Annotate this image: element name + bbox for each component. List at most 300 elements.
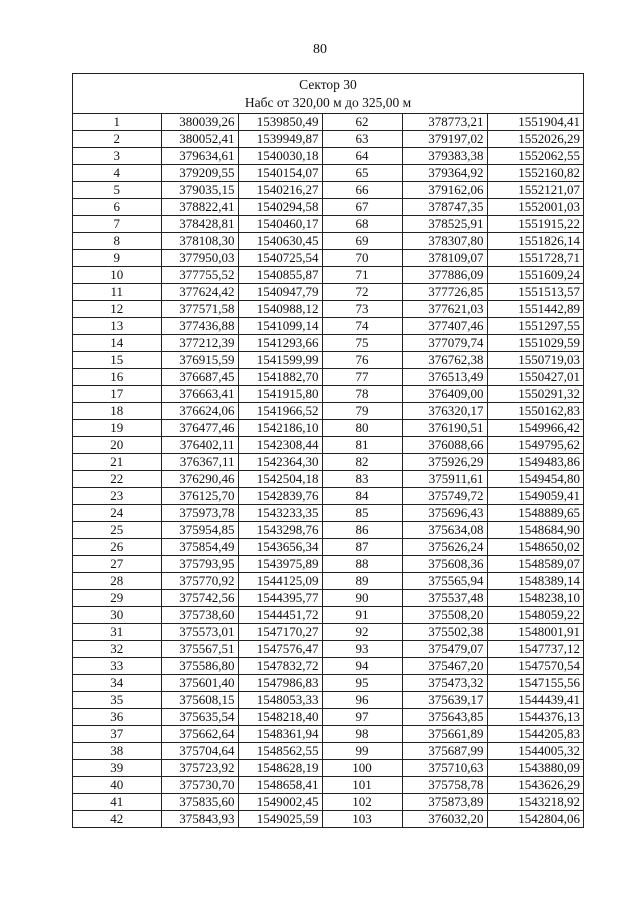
cell-x-right: 375467,20 [402, 658, 487, 675]
table-row [73, 301, 583, 318]
cell-point-number-right: 75 [322, 335, 402, 352]
table-row [73, 505, 583, 522]
table-row [73, 284, 583, 301]
cell-point-number-right: 84 [322, 488, 402, 505]
cell-x-left: 375973,78 [161, 505, 238, 522]
cell-x-right: 375473,32 [402, 675, 487, 692]
cell-x-left: 375704,64 [161, 743, 238, 760]
cell-x-left: 376125,70 [161, 488, 238, 505]
table-row [73, 233, 583, 250]
cell-x-right: 377886,09 [402, 267, 487, 284]
cell-point-number-left: 15 [73, 352, 161, 369]
cell-point-number-left: 36 [73, 709, 161, 726]
table-row [73, 420, 583, 437]
cell-point-number-right: 72 [322, 284, 402, 301]
cell-x-right: 378747,35 [402, 199, 487, 216]
cell-y-left: 1548053,33 [238, 692, 322, 709]
cell-y-left: 1548628,19 [238, 760, 322, 777]
cell-x-left: 378428,81 [161, 216, 238, 233]
cell-y-left: 1540294,58 [238, 199, 322, 216]
cell-x-right: 375911,61 [402, 471, 487, 488]
cell-y-right: 1550162,83 [487, 403, 583, 420]
cell-y-right: 1548238,10 [487, 590, 583, 607]
cell-point-number-left: 34 [73, 675, 161, 692]
cell-y-right: 1549795,62 [487, 437, 583, 454]
cell-y-right: 1548001,91 [487, 624, 583, 641]
cell-point-number-left: 9 [73, 250, 161, 267]
cell-y-right: 1552026,29 [487, 131, 583, 148]
cell-point-number-right: 92 [322, 624, 402, 641]
cell-y-left: 1543975,89 [238, 556, 322, 573]
cell-y-right: 1543626,29 [487, 777, 583, 794]
cell-x-left: 375723,92 [161, 760, 238, 777]
cell-y-left: 1549025,59 [238, 811, 322, 828]
cell-point-number-left: 29 [73, 590, 161, 607]
table-row [73, 386, 583, 403]
cell-x-left: 375843,93 [161, 811, 238, 828]
cell-x-left: 375770,92 [161, 573, 238, 590]
table-row [73, 182, 583, 199]
cell-y-right: 1548889,65 [487, 505, 583, 522]
table-row [73, 539, 583, 556]
cell-x-left: 376687,45 [161, 369, 238, 386]
cell-point-number-left: 26 [73, 539, 161, 556]
cell-point-number-right: 73 [322, 301, 402, 318]
table-row [73, 811, 583, 828]
cell-point-number-right: 98 [322, 726, 402, 743]
cell-point-number-right: 65 [322, 165, 402, 182]
cell-y-right: 1552062,55 [487, 148, 583, 165]
cell-x-right: 378525,91 [402, 216, 487, 233]
cell-x-left: 376402,11 [161, 437, 238, 454]
cell-y-left: 1544125,09 [238, 573, 322, 590]
cell-x-left: 378822,41 [161, 199, 238, 216]
cell-point-number-right: 67 [322, 199, 402, 216]
cell-point-number-left: 39 [73, 760, 161, 777]
cell-x-left: 377624,42 [161, 284, 238, 301]
cell-x-left: 376367,11 [161, 454, 238, 471]
cell-y-right: 1551915,22 [487, 216, 583, 233]
cell-y-left: 1547986,83 [238, 675, 322, 692]
table-row [73, 675, 583, 692]
cell-x-left: 376663,41 [161, 386, 238, 403]
cell-y-left: 1541882,70 [238, 369, 322, 386]
table-row [73, 641, 583, 658]
cell-x-right: 376320,17 [402, 403, 487, 420]
cell-y-left: 1549002,45 [238, 794, 322, 811]
cell-y-left: 1548562,55 [238, 743, 322, 760]
cell-x-left: 379634,61 [161, 148, 238, 165]
cell-x-left: 375573,01 [161, 624, 238, 641]
table-row [73, 624, 583, 641]
cell-y-left: 1548361,94 [238, 726, 322, 743]
cell-x-left: 375742,56 [161, 590, 238, 607]
table-row [73, 794, 583, 811]
cell-point-number-left: 18 [73, 403, 161, 420]
cell-y-left: 1542839,76 [238, 488, 322, 505]
cell-x-right: 379197,02 [402, 131, 487, 148]
cell-x-left: 379035,15 [161, 182, 238, 199]
cell-point-number-left: 6 [73, 199, 161, 216]
cell-point-number-left: 23 [73, 488, 161, 505]
cell-y-right: 1547737,12 [487, 641, 583, 658]
cell-x-right: 375661,89 [402, 726, 487, 743]
cell-x-left: 375601,40 [161, 675, 238, 692]
table-row [73, 726, 583, 743]
cell-point-number-right: 78 [322, 386, 402, 403]
table-row [73, 658, 583, 675]
cell-y-left: 1540216,27 [238, 182, 322, 199]
cell-x-right: 375508,20 [402, 607, 487, 624]
cell-point-number-left: 20 [73, 437, 161, 454]
cell-y-left: 1540030,18 [238, 148, 322, 165]
cell-y-right: 1549966,42 [487, 420, 583, 437]
cell-x-left: 377950,03 [161, 250, 238, 267]
cell-x-left: 376477,46 [161, 420, 238, 437]
cell-y-left: 1543656,34 [238, 539, 322, 556]
cell-x-right: 376088,66 [402, 437, 487, 454]
cell-x-left: 375954,85 [161, 522, 238, 539]
cell-x-left: 377571,58 [161, 301, 238, 318]
cell-y-left: 1544395,77 [238, 590, 322, 607]
cell-y-right: 1552121,07 [487, 182, 583, 199]
cell-x-right: 376762,38 [402, 352, 487, 369]
cell-point-number-right: 95 [322, 675, 402, 692]
cell-x-right: 375634,08 [402, 522, 487, 539]
table-row [73, 369, 583, 386]
cell-point-number-left: 12 [73, 301, 161, 318]
cell-y-left: 1548218,40 [238, 709, 322, 726]
cell-point-number-right: 74 [322, 318, 402, 335]
cell-y-right: 1549483,86 [487, 454, 583, 471]
cell-y-right: 1544005,32 [487, 743, 583, 760]
cell-x-right: 375710,63 [402, 760, 487, 777]
cell-point-number-left: 40 [73, 777, 161, 794]
cell-x-left: 375738,60 [161, 607, 238, 624]
cell-y-left: 1540460,17 [238, 216, 322, 233]
cell-point-number-right: 94 [322, 658, 402, 675]
table-title: Сектор 30 [299, 77, 357, 92]
cell-point-number-right: 89 [322, 573, 402, 590]
cell-x-left: 377755,52 [161, 267, 238, 284]
cell-y-right: 1551826,14 [487, 233, 583, 250]
cell-point-number-right: 63 [322, 131, 402, 148]
cell-x-left: 375635,54 [161, 709, 238, 726]
cell-y-right: 1548589,07 [487, 556, 583, 573]
cell-x-left: 377436,88 [161, 318, 238, 335]
cell-x-left: 380039,26 [161, 114, 238, 131]
cell-y-right: 1551442,89 [487, 301, 583, 318]
table-row [73, 709, 583, 726]
cell-x-left: 377212,39 [161, 335, 238, 352]
cell-y-left: 1540855,87 [238, 267, 322, 284]
cell-x-right: 375479,07 [402, 641, 487, 658]
cell-y-right: 1548389,14 [487, 573, 583, 590]
cell-y-left: 1547170,27 [238, 624, 322, 641]
cell-x-right: 379383,38 [402, 148, 487, 165]
cell-y-right: 1543218,92 [487, 794, 583, 811]
cell-point-number-left: 38 [73, 743, 161, 760]
table-row [73, 573, 583, 590]
cell-x-right: 376190,51 [402, 420, 487, 437]
cell-y-right: 1547570,54 [487, 658, 583, 675]
cell-point-number-left: 7 [73, 216, 161, 233]
table-row [73, 318, 583, 335]
cell-point-number-right: 100 [322, 760, 402, 777]
cell-y-left: 1542186,10 [238, 420, 322, 437]
cell-y-right: 1548684,90 [487, 522, 583, 539]
cell-point-number-right: 71 [322, 267, 402, 284]
cell-y-right: 1547155,56 [487, 675, 583, 692]
cell-y-right: 1550291,32 [487, 386, 583, 403]
cell-x-right: 377726,85 [402, 284, 487, 301]
cell-point-number-left: 32 [73, 641, 161, 658]
cell-x-right: 375643,85 [402, 709, 487, 726]
cell-y-left: 1544451,72 [238, 607, 322, 624]
cell-y-right: 1544376,13 [487, 709, 583, 726]
cell-y-left: 1547832,72 [238, 658, 322, 675]
cell-x-right: 377079,74 [402, 335, 487, 352]
cell-y-left: 1542364,30 [238, 454, 322, 471]
cell-point-number-right: 62 [322, 114, 402, 131]
cell-y-right: 1551513,57 [487, 284, 583, 301]
table-row [73, 148, 583, 165]
cell-point-number-left: 14 [73, 335, 161, 352]
coordinates-table [72, 73, 584, 828]
cell-point-number-left: 13 [73, 318, 161, 335]
cell-y-left: 1548658,41 [238, 777, 322, 794]
cell-x-right: 378773,21 [402, 114, 487, 131]
table-row [73, 743, 583, 760]
cell-point-number-right: 64 [322, 148, 402, 165]
table-header [73, 74, 583, 114]
cell-x-right: 379162,06 [402, 182, 487, 199]
cell-y-left: 1547576,47 [238, 641, 322, 658]
cell-x-right: 375926,29 [402, 454, 487, 471]
cell-point-number-right: 82 [322, 454, 402, 471]
cell-point-number-left: 4 [73, 165, 161, 182]
cell-x-right: 376513,49 [402, 369, 487, 386]
cell-y-right: 1549059,41 [487, 488, 583, 505]
table-row [73, 454, 583, 471]
cell-x-left: 375730,70 [161, 777, 238, 794]
cell-point-number-left: 11 [73, 284, 161, 301]
cell-y-right: 1552160,82 [487, 165, 583, 182]
cell-y-right: 1551609,24 [487, 267, 583, 284]
table-row [73, 471, 583, 488]
cell-point-number-right: 90 [322, 590, 402, 607]
cell-x-right: 375608,36 [402, 556, 487, 573]
cell-point-number-left: 21 [73, 454, 161, 471]
coordinates-grid [73, 114, 583, 827]
cell-x-right: 375565,94 [402, 573, 487, 590]
cell-point-number-left: 8 [73, 233, 161, 250]
cell-y-left: 1541966,52 [238, 403, 322, 420]
cell-x-right: 379364,92 [402, 165, 487, 182]
cell-point-number-left: 3 [73, 148, 161, 165]
cell-point-number-left: 24 [73, 505, 161, 522]
cell-point-number-right: 80 [322, 420, 402, 437]
cell-x-left: 376915,59 [161, 352, 238, 369]
cell-x-right: 375758,78 [402, 777, 487, 794]
cell-y-left: 1540630,45 [238, 233, 322, 250]
table-row [73, 488, 583, 505]
cell-x-left: 378108,30 [161, 233, 238, 250]
cell-x-left: 375854,49 [161, 539, 238, 556]
cell-x-right: 375502,38 [402, 624, 487, 641]
cell-x-right: 376409,00 [402, 386, 487, 403]
table-row [73, 522, 583, 539]
cell-point-number-left: 2 [73, 131, 161, 148]
cell-x-left: 375608,15 [161, 692, 238, 709]
cell-x-right: 378109,07 [402, 250, 487, 267]
cell-x-left: 376624,06 [161, 403, 238, 420]
cell-point-number-right: 87 [322, 539, 402, 556]
page-number: 80 [313, 42, 327, 57]
cell-y-left: 1540988,12 [238, 301, 322, 318]
table-row [73, 199, 583, 216]
cell-x-left: 375835,60 [161, 794, 238, 811]
cell-y-right: 1551728,71 [487, 250, 583, 267]
table-row [73, 267, 583, 284]
cell-point-number-left: 10 [73, 267, 161, 284]
cell-y-right: 1550427,01 [487, 369, 583, 386]
cell-point-number-right: 70 [322, 250, 402, 267]
cell-point-number-right: 79 [322, 403, 402, 420]
cell-y-left: 1543298,76 [238, 522, 322, 539]
cell-point-number-left: 41 [73, 794, 161, 811]
cell-y-left: 1541915,80 [238, 386, 322, 403]
table-row [73, 607, 583, 624]
cell-x-right: 375749,72 [402, 488, 487, 505]
cell-point-number-right: 81 [322, 437, 402, 454]
cell-x-right: 375626,24 [402, 539, 487, 556]
table-row [73, 250, 583, 267]
cell-y-right: 1551904,41 [487, 114, 583, 131]
cell-point-number-right: 103 [322, 811, 402, 828]
cell-y-left: 1541099,14 [238, 318, 322, 335]
cell-y-left: 1542308,44 [238, 437, 322, 454]
cell-point-number-left: 42 [73, 811, 161, 828]
cell-y-right: 1550719,03 [487, 352, 583, 369]
cell-point-number-left: 27 [73, 556, 161, 573]
cell-y-left: 1540725,54 [238, 250, 322, 267]
cell-y-left: 1539850,49 [238, 114, 322, 131]
table-row [73, 777, 583, 794]
table-row [73, 216, 583, 233]
cell-x-right: 378307,80 [402, 233, 487, 250]
cell-point-number-right: 69 [322, 233, 402, 250]
table-row [73, 131, 583, 148]
cell-y-right: 1552001,03 [487, 199, 583, 216]
cell-x-left: 375567,51 [161, 641, 238, 658]
cell-x-right: 377407,46 [402, 318, 487, 335]
cell-point-number-right: 76 [322, 352, 402, 369]
cell-y-right: 1544205,83 [487, 726, 583, 743]
cell-y-left: 1542504,18 [238, 471, 322, 488]
cell-x-right: 375687,99 [402, 743, 487, 760]
cell-x-left: 375793,95 [161, 556, 238, 573]
cell-y-right: 1543880,09 [487, 760, 583, 777]
cell-point-number-right: 85 [322, 505, 402, 522]
cell-x-right: 375639,17 [402, 692, 487, 709]
cell-y-right: 1548059,22 [487, 607, 583, 624]
cell-point-number-right: 88 [322, 556, 402, 573]
cell-point-number-left: 1 [73, 114, 161, 131]
table-row [73, 692, 583, 709]
table-row [73, 760, 583, 777]
cell-x-left: 375586,80 [161, 658, 238, 675]
cell-y-left: 1541293,66 [238, 335, 322, 352]
cell-x-left: 379209,55 [161, 165, 238, 182]
table-row [73, 352, 583, 369]
cell-y-right: 1549454,80 [487, 471, 583, 488]
cell-point-number-right: 99 [322, 743, 402, 760]
cell-y-left: 1541599,99 [238, 352, 322, 369]
cell-x-right: 375873,89 [402, 794, 487, 811]
cell-point-number-left: 19 [73, 420, 161, 437]
cell-point-number-right: 101 [322, 777, 402, 794]
cell-point-number-left: 5 [73, 182, 161, 199]
cell-point-number-right: 86 [322, 522, 402, 539]
table-row [73, 114, 583, 131]
cell-point-number-left: 33 [73, 658, 161, 675]
table-row [73, 335, 583, 352]
cell-point-number-right: 102 [322, 794, 402, 811]
cell-y-left: 1540154,07 [238, 165, 322, 182]
cell-point-number-right: 68 [322, 216, 402, 233]
cell-point-number-left: 28 [73, 573, 161, 590]
cell-point-number-right: 93 [322, 641, 402, 658]
cell-point-number-left: 25 [73, 522, 161, 539]
table-row [73, 590, 583, 607]
cell-point-number-left: 37 [73, 726, 161, 743]
cell-point-number-left: 31 [73, 624, 161, 641]
cell-point-number-right: 66 [322, 182, 402, 199]
cell-x-left: 376290,46 [161, 471, 238, 488]
cell-x-left: 380052,41 [161, 131, 238, 148]
cell-point-number-right: 96 [322, 692, 402, 709]
cell-y-left: 1543233,35 [238, 505, 322, 522]
cell-x-right: 376032,20 [402, 811, 487, 828]
cell-point-number-left: 16 [73, 369, 161, 386]
cell-y-right: 1551297,55 [487, 318, 583, 335]
cell-x-right: 377621,03 [402, 301, 487, 318]
table-row [73, 437, 583, 454]
table-row [73, 165, 583, 182]
cell-y-left: 1539949,87 [238, 131, 322, 148]
cell-point-number-left: 22 [73, 471, 161, 488]
cell-point-number-right: 97 [322, 709, 402, 726]
cell-point-number-left: 17 [73, 386, 161, 403]
cell-point-number-left: 35 [73, 692, 161, 709]
table-row [73, 556, 583, 573]
cell-y-right: 1551029,59 [487, 335, 583, 352]
cell-point-number-right: 77 [322, 369, 402, 386]
cell-y-right: 1548650,02 [487, 539, 583, 556]
cell-point-number-right: 83 [322, 471, 402, 488]
cell-point-number-right: 91 [322, 607, 402, 624]
cell-point-number-left: 30 [73, 607, 161, 624]
cell-x-right: 375537,48 [402, 590, 487, 607]
cell-x-left: 375662,64 [161, 726, 238, 743]
cell-x-right: 375696,43 [402, 505, 487, 522]
cell-y-right: 1544439,41 [487, 692, 583, 709]
cell-y-right: 1542804,06 [487, 811, 583, 828]
cell-y-left: 1540947,79 [238, 284, 322, 301]
table-row [73, 403, 583, 420]
table-subtitle: Набс от 320,00 м до 325,00 м [244, 95, 412, 110]
